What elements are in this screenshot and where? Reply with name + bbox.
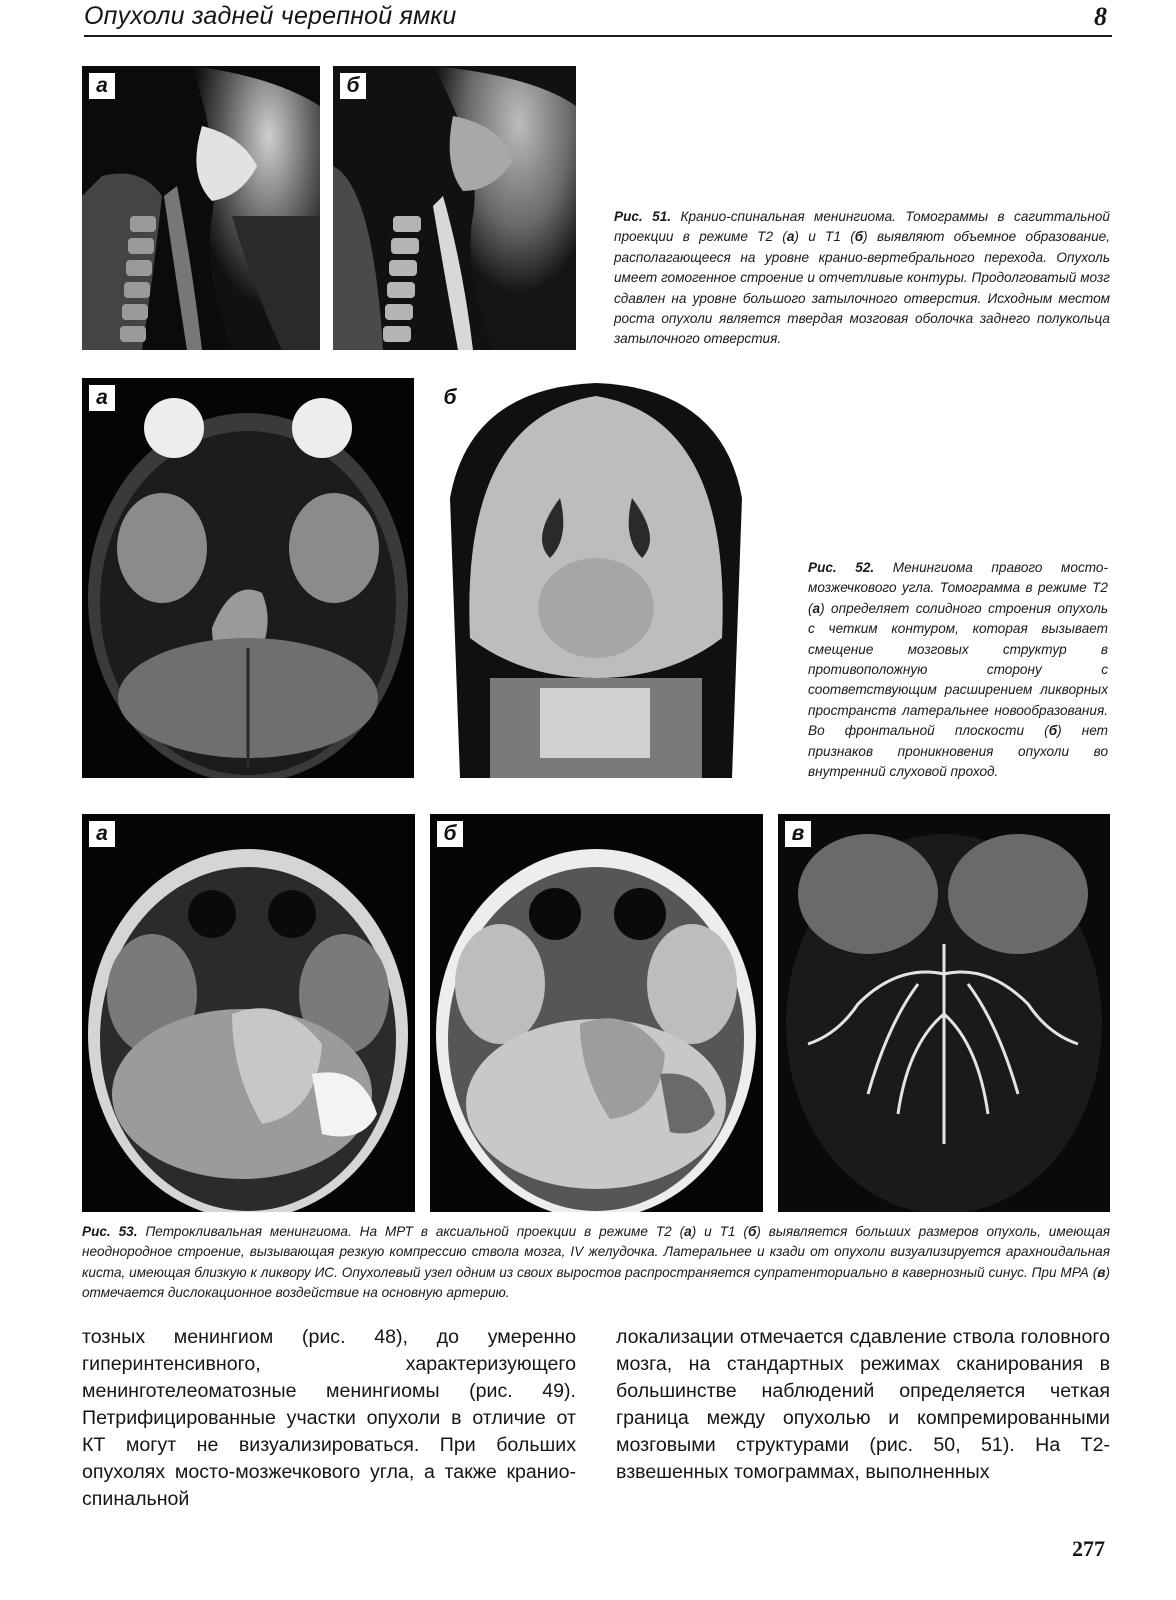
- caption-text: Менингиома правого мосто-мозжечкового угла. Томограмма в режиме Т2 (: [808, 560, 1108, 616]
- panel-label: в: [785, 821, 811, 847]
- fig53-caption: [82, 1222, 1110, 1304]
- sagittal-mri-image: [82, 66, 320, 350]
- caption-text: ) и Т1 (: [691, 1224, 748, 1239]
- caption-lead: Рис. 52.: [808, 560, 875, 575]
- sagittal-mri-image: [333, 66, 576, 350]
- caption-lead: Рис. 51.: [614, 209, 672, 224]
- fig51-panel-b-sagittal-mri: [333, 66, 576, 350]
- caption-ref-c: в: [1097, 1264, 1106, 1280]
- fig53-panel-b-axial-t1-mri: [430, 814, 763, 1212]
- caption-ref-b: б: [1048, 723, 1058, 739]
- panel-label: а: [89, 385, 115, 411]
- axial-mri-image: [82, 814, 415, 1212]
- caption-ref-a: а: [812, 600, 821, 616]
- fig51-caption: [614, 207, 1110, 350]
- header-rule: [84, 35, 1112, 37]
- panel-label: б: [437, 821, 463, 847]
- fig53-panel-a-axial-t2-mri: [82, 814, 415, 1212]
- fig52-panel-a-axial-t2-mri: [82, 378, 414, 778]
- panel-label: б: [340, 73, 366, 99]
- caption-text: ) отмечается дислокационное воздействие на основную артерию.: [82, 1264, 1110, 1301]
- caption-text: Кранио-спинальная менингиома. Томограммы в сагиттальной проекции в режиме Т2 (: [614, 209, 1110, 245]
- caption-text: ) определяет солидного строения опухоль с четким контуром, которая вызывает смещение мозговых структур в противоположную сторону с соответствующим расширением ликворных пространств латеральнее новообразования. Во фронтальной плоскости (: [808, 600, 1108, 739]
- running-header-title: Опухоли задней черепной ямки: [84, 2, 457, 30]
- chapter-number: 8: [1094, 2, 1107, 31]
- caption-lead: Рис. 53.: [82, 1224, 138, 1239]
- caption-ref-b: б: [747, 1224, 757, 1239]
- caption-text: ) и Т1 (: [794, 229, 855, 245]
- caption-text: ) выявляется больших размеров опухоль, имеющая неоднородное строение, вызывающая резкую компрессию ствола мозга, IV желудочка. Латеральнее и кзади от опухоли визуализируется арахноидальная киста, имеющая близкую к ликвору ИС. Опухолевый узел одним из своих выростов распространяется супратенториально в кавернозный синус. При МРА (: [82, 1224, 1111, 1280]
- caption-ref-a: а: [684, 1224, 692, 1239]
- axial-mri-image: [82, 378, 414, 778]
- body-text-left-column: тозных менингиом (рис. 48), до умеренно гиперинтенсивного, характеризующего менинготелеоматозные менингиомы (рис. 49). Петрифицированные участки опухоли в отличие от КТ могут не визуализироваться. При больших опухолях мосто-мозжечкового угла, а также кранио-спинальной: [82, 1326, 576, 1510]
- panel-label: а: [89, 821, 115, 847]
- panel-label: а: [89, 73, 115, 99]
- panel-label: б: [437, 385, 463, 411]
- fig52-caption: [808, 558, 1108, 782]
- caption-ref-b: б: [854, 229, 864, 245]
- axial-mri-image: [430, 814, 763, 1212]
- fig51-panel-a-sagittal-mri: [82, 66, 320, 350]
- caption-text: Петрокливальная менингиома. На МРТ в аксиальной проекции в режиме Т2 (: [145, 1224, 685, 1239]
- caption-ref-a: а: [786, 229, 795, 245]
- fig53-panel-c-mra: [778, 814, 1110, 1212]
- page-number: 277: [1072, 1536, 1105, 1561]
- caption-text: ) выявляют объемное образование, располагающееся на уровне кранио-вертебрального перехода. Опухоль имеет гомогенное строение и отчетливые контуры. Продолговатый мозг сдавлен на уровне большого затылочного отверстия. Исходным местом роста опухоли является твердая мозговая оболочка заднего полукольца затылочного отверстия.: [614, 229, 1111, 347]
- body-text-right-column: локализации отмечается сдавление ствола головного мозга, на стандартных режимах сканирования в большинстве наблюдений определяется четкая граница между опухолью и компремированными мозговыми структурами (рис. 50, 51). На Т2-взвешенных томограммах, выполненных: [616, 1326, 1110, 1483]
- mra-image: [778, 814, 1110, 1212]
- coronal-mri-image: [430, 378, 762, 778]
- caption-text: ) нет признаков проникновения опухоли во внутренний слуховой проход.: [808, 723, 1109, 780]
- fig52-panel-b-coronal-mri: [430, 378, 762, 778]
